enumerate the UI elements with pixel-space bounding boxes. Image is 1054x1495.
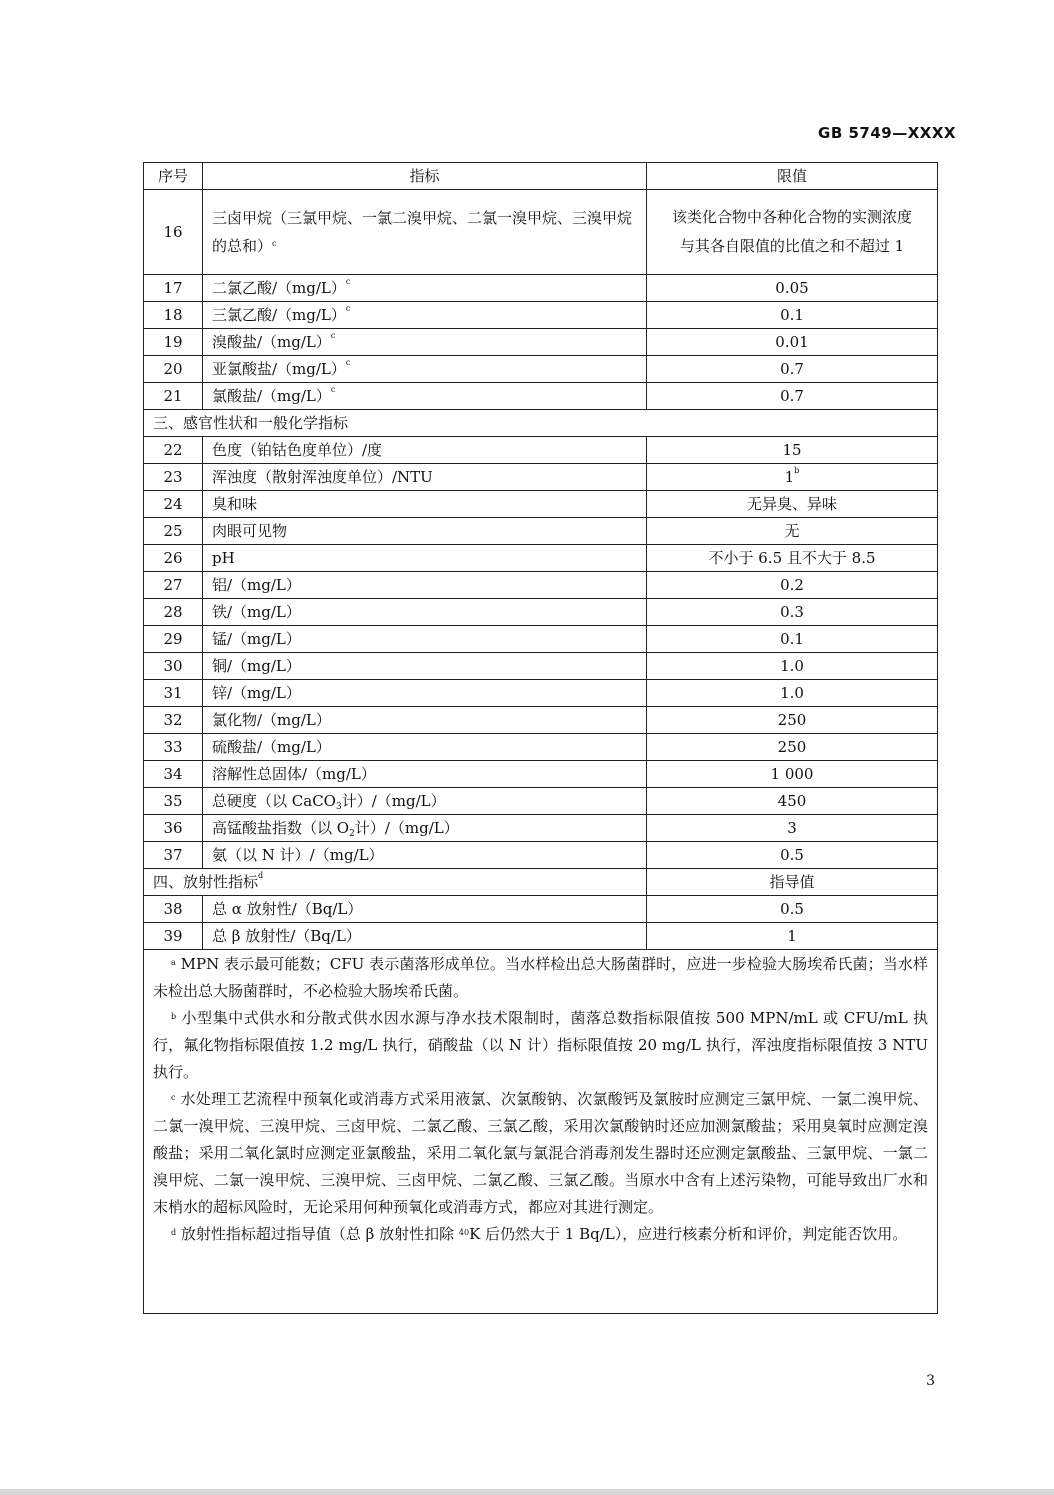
row-limit: 250 xyxy=(647,707,938,734)
row-limit: 3 xyxy=(647,815,938,842)
table-row xyxy=(144,680,938,707)
row-no: 24 xyxy=(144,491,203,518)
table-row xyxy=(144,788,938,815)
row-indicator: 氯化物/（mg/L） xyxy=(203,707,647,734)
table-row xyxy=(144,275,938,302)
note-a: $^a$ MPN 表示最可能数；CFU 表示菌落形成单位。当水样检出总大肠菌群时，应进一步检验大肠埃希氏菌；当水样未检出总大肠菌群时，不必检验大肠埃希氏菌。 xyxy=(153,955,928,1000)
table-row xyxy=(144,437,938,464)
row-no: 25 xyxy=(144,518,203,545)
row-indicator: 总 α 放射性/（Bq/L） xyxy=(203,896,647,923)
row-limit: 1 xyxy=(647,923,938,950)
table-row xyxy=(144,545,938,572)
row-no: 19 xyxy=(144,329,203,356)
row-indicator: 铝/（mg/L） xyxy=(203,572,647,599)
notes-cell xyxy=(144,950,938,1314)
row-indicator: 臭和味 xyxy=(203,491,647,518)
row-limit: 0.1 xyxy=(647,302,938,329)
row-no: 30 xyxy=(144,653,203,680)
row-limit: 450 xyxy=(647,788,938,815)
row-limit: 0.7 xyxy=(647,356,938,383)
table-row xyxy=(144,190,938,275)
row-no: 28 xyxy=(144,599,203,626)
table-row xyxy=(144,815,938,842)
row-no: 22 xyxy=(144,437,203,464)
row-indicator: 肉眼可见物 xyxy=(203,518,647,545)
row-indicator: 溶解性总固体/（mg/L） xyxy=(203,761,647,788)
water-quality-table xyxy=(143,162,938,1314)
table-row xyxy=(144,572,938,599)
row-no: 32 xyxy=(144,707,203,734)
note-d: $^d$ 放射性指标超过指导值（总 β 放射性扣除 $^{40}$K 后仍然大于 1 Bq/L），应进行核素分析和评价，判定能否饮用。 xyxy=(171,1225,908,1243)
row-indicator: 三氯乙酸$/(mg/L)^c$ xyxy=(203,302,647,329)
row-no: 23 xyxy=(144,464,203,491)
table-header-row xyxy=(144,163,938,190)
header-indicator: 指标 xyxy=(203,163,647,190)
row-limit: 15 xyxy=(647,437,938,464)
row-indicator: 色度（铂钴色度单位）/度 xyxy=(203,437,647,464)
row-no: 38 xyxy=(144,896,203,923)
row-no: 31 xyxy=(144,680,203,707)
row-no: 17 xyxy=(144,275,203,302)
row-indicator: 亚氯酸盐$/(mg/L)^c$ xyxy=(203,356,647,383)
row-indicator: 总硬度（以 CaCO$_3$计）/（mg/L） xyxy=(203,788,647,815)
table-row xyxy=(144,734,938,761)
table-row xyxy=(144,761,938,788)
table-row xyxy=(144,653,938,680)
row-no: 27 xyxy=(144,572,203,599)
row-indicator: 铜/（mg/L） xyxy=(203,653,647,680)
row-no: 35 xyxy=(144,788,203,815)
row-indicator: 氨（以 N 计）/（mg/L） xyxy=(203,842,647,869)
row-no: 16 xyxy=(144,190,203,275)
table-row xyxy=(144,896,938,923)
table-row xyxy=(144,707,938,734)
row-limit: 0.1 xyxy=(647,626,938,653)
row-limit: 0.7 xyxy=(647,383,938,410)
row-limit: 不小于 6.5 且不大于 8.5 xyxy=(647,545,938,572)
table-row xyxy=(144,383,938,410)
row-indicator: 高锰酸盐指数（以 $O_2$计）/（mg/L） xyxy=(203,815,647,842)
row-no: 34 xyxy=(144,761,203,788)
table-row xyxy=(144,842,938,869)
standard-code: GB 5749—XXXX xyxy=(818,124,956,142)
table-row xyxy=(144,923,938,950)
row-limit: 250 xyxy=(647,734,938,761)
section-row xyxy=(144,869,938,896)
table-row xyxy=(144,464,938,491)
row-no: 18 xyxy=(144,302,203,329)
row-no: 36 xyxy=(144,815,203,842)
row-limit: 0.3 xyxy=(647,599,938,626)
section4-limit-header: 指导值 xyxy=(647,869,938,896)
section3-title: 三、感官性状和一般化学指标 xyxy=(144,410,938,437)
row-no: 20 xyxy=(144,356,203,383)
row-limit: 0.2 xyxy=(647,572,938,599)
row-indicator: 浑浊度（散射浑浊度单位）/NTU xyxy=(203,464,647,491)
row-indicator: 锌/（mg/L） xyxy=(203,680,647,707)
row-limit: 1 000 xyxy=(647,761,938,788)
row-limit: 0.5 xyxy=(647,896,938,923)
row-limit: 1.0 xyxy=(647,680,938,707)
row-indicator: 氯酸盐$/(mg/L)^c$ xyxy=(203,383,647,410)
row-indicator: pH xyxy=(203,545,647,572)
page-bottom-divider xyxy=(0,1489,1054,1495)
table-row xyxy=(144,599,938,626)
row-limit: 0.05 xyxy=(647,275,938,302)
row-no: 37 xyxy=(144,842,203,869)
header-no: 序号 xyxy=(144,163,203,190)
row-limit: 1.0 xyxy=(647,653,938,680)
row-indicator: 溴酸盐$/(mg/L)^c$ xyxy=(203,329,647,356)
row-indicator: 铁/（mg/L） xyxy=(203,599,647,626)
row-no: 33 xyxy=(144,734,203,761)
row-limit: 1$^b$ xyxy=(647,464,938,491)
row-indicator: 锰/（mg/L） xyxy=(203,626,647,653)
row-no: 26 xyxy=(144,545,203,572)
note-c: $^c$ 水处理工艺流程中预氧化或消毒方式采用液氯、次氯酸钠、次氯酸钙及氯胺时应测定三氯甲烷、一氯二溴甲烷、二氯一溴甲烷、三溴甲烷、三卤甲烷、二氯乙酸、三氯乙酸，采用次氯酸钠时还应加测氯酸盐；采用臭氧时应测定溴酸盐；采用二氧化氯时应测定亚氯酸盐，采用二氧化氯与氯混合消毒剂发生器时还应测定氯酸盐、三氯甲烷、一氯二溴甲烷、二氯一溴甲烷、三溴甲烷、三卤甲烷、二氯乙酸、三氯乙酸。当原水中含有上述污染物，可能导致出厂水和末梢水的超标风险时，无论采用何种预氧化或消毒方式，都应对其进行测定。 xyxy=(153,1090,928,1216)
row-indicator: 硫酸盐/（mg/L） xyxy=(203,734,647,761)
table-row xyxy=(144,626,938,653)
table-row xyxy=(144,329,938,356)
row-limit: 0.01 xyxy=(647,329,938,356)
row-no: 39 xyxy=(144,923,203,950)
table-row xyxy=(144,356,938,383)
notes-row xyxy=(144,950,938,1314)
row-limit: 无 xyxy=(647,518,938,545)
row-no: 21 xyxy=(144,383,203,410)
header-limit: 限值 xyxy=(647,163,938,190)
row-limit: 0.5 xyxy=(647,842,938,869)
row-indicator: 二氯乙酸$/(mg/L)^c$ xyxy=(203,275,647,302)
table-row xyxy=(144,518,938,545)
row-limit: 无异臭、异味 xyxy=(647,491,938,518)
table-row xyxy=(144,491,938,518)
row-no: 29 xyxy=(144,626,203,653)
row-limit: 该类化合物中各种化合物的实测浓度 与其各自限值的比值之和不超过 1 xyxy=(647,190,938,275)
section-row xyxy=(144,410,938,437)
table-row xyxy=(144,302,938,329)
section4-title: 四、放射性指标$^d$ xyxy=(144,869,647,896)
row-indicator: 三卤甲烷（三氯甲烷、一氯二溴甲烷、二氯一溴甲烷、三溴甲烷的总和）$^c$ xyxy=(203,190,647,275)
page-number: 3 xyxy=(926,1373,935,1389)
note-b: $^b$ 小型集中式供水和分散式供水因水源与净水技术限制时，菌落总数指标限值按 500 MPN/mL 或 CFU/mL 执行，氟化物指标限值按 1.2 mg/L 执行，硝酸盐（以 N 计）指标限值按 20 mg/L 执行，浑浊度指标限值按 3 NTU 执行。 xyxy=(153,1009,928,1081)
row-indicator: 总 β 放射性/（Bq/L） xyxy=(203,923,647,950)
